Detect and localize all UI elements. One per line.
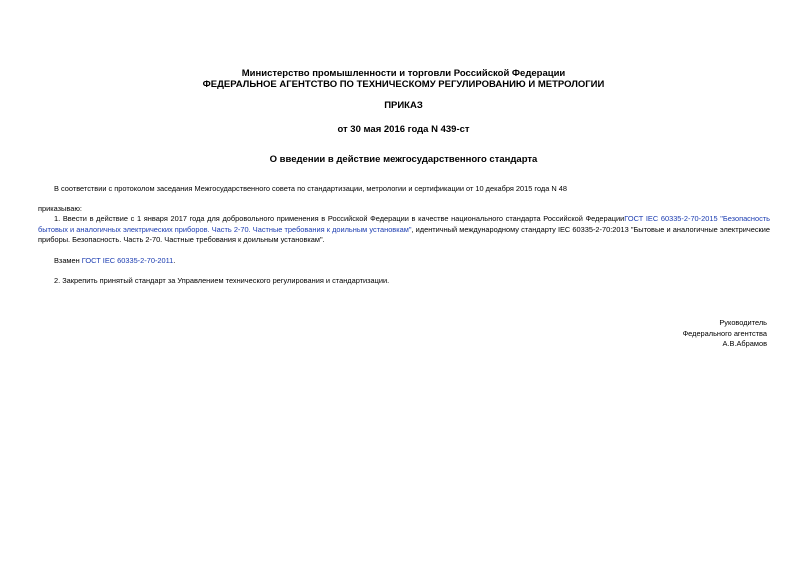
gost-2011-link[interactable]: ГОСТ IEC 60335-2-70-2011 bbox=[81, 256, 174, 265]
orders-word: приказываю: bbox=[38, 204, 82, 213]
agency-name: ФЕДЕРАЛЬНОЕ АГЕНТСТВО ПО ТЕХНИЧЕСКОМУ РЕГУЛИРОВАНИЮ И МЕТРОЛОГИИ bbox=[202, 79, 605, 90]
item-1-text-start: 1. Ввести в действие с 1 января 2017 года для добровольного применения в Российской Федерации в качестве национального стандарта Российской Федерации bbox=[54, 214, 625, 223]
signature-position-line-2: Федерального агентства bbox=[682, 328, 767, 338]
document-date-number: от 30 мая 2016 года N 439-ст bbox=[337, 124, 470, 135]
item-1-paragraph bbox=[38, 214, 770, 246]
replacement-suffix: . bbox=[173, 256, 176, 265]
replacement-prefix: Взамен bbox=[54, 256, 82, 265]
basis-paragraph: В соответствии с протоколом заседания Межгосударственного совета по стандартизации, метрологии и сертификации от 10 декабря 2015 года N 48 bbox=[54, 184, 567, 193]
ministry-name: Министерство промышленности и торговли Российской Федерации bbox=[241, 68, 566, 79]
item-2-paragraph: 2. Закрепить принятый стандарт за Управлением технического регулирования и стандартизации. bbox=[54, 276, 390, 285]
signature-position-line-1: Руководитель bbox=[719, 318, 767, 327]
gost-2015-link[interactable]: ГОСТ IEC 60335-2-70-2015 "Безопасность бытовых и аналогичных электрических приборов. Часть 2-70. Частные требования к доильным установкам" bbox=[38, 214, 770, 234]
document-subject: О введении в действие межгосударственного стандарта bbox=[269, 154, 538, 165]
item-1-text-end: , идентичный международному стандарту IEC 60335-2-70:2013 "Бытовые и аналогичные электрические приборы. Безопасность. Часть 2-70. Частные требования к доильным установкам". bbox=[38, 224, 770, 244]
document-type: ПРИКАЗ bbox=[384, 100, 423, 111]
signature-block bbox=[683, 318, 767, 350]
signature-name: А.В.Абрамов bbox=[722, 339, 767, 348]
replacement-paragraph bbox=[54, 256, 454, 267]
